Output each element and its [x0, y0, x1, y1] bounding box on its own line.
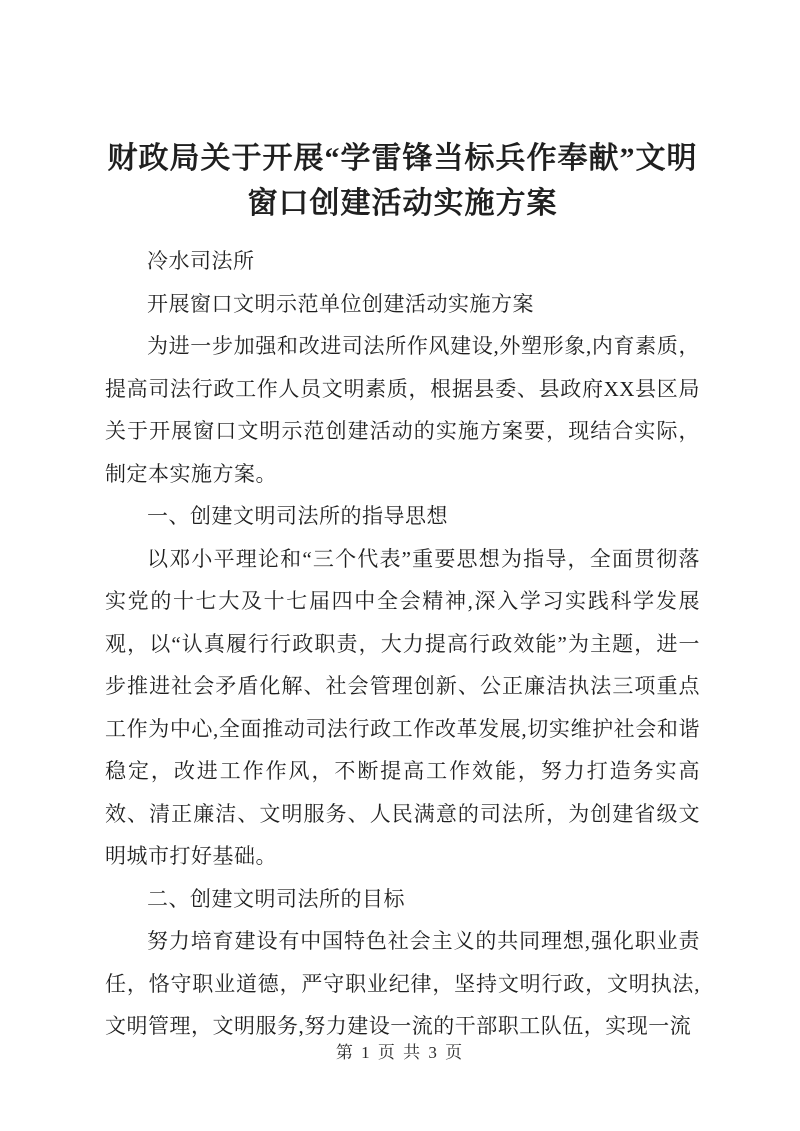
paragraph-guiding-ideology: 以邓小平理论和“三个代表”重要思想为指导，全面贯彻落实党的十七大及十七届四中全会精神,深入学习实践科学发展观，以“认真履行行政职责，大力提高行政效能”为主题，进一步推进社会矛盾化解、社会管理创新、公正廉洁执法三项重点工作为中心,全面推动司法行政工作改革发展,切实维护社会和谐稳定，改进工作作风，不断提高工作效能，努力打造务实高效、清正廉洁、文明服务、人民满意的司法所，为创建省级文明城市打好基础。: [105, 546, 700, 868]
section-heading-guiding-ideology: 一、创建文明司法所的指导思想: [147, 504, 448, 528]
document-title-line-2: 窗口创建活动实施方案: [247, 187, 558, 220]
document-title: [105, 136, 700, 226]
section-heading-goals: 二、创建文明司法所的目标: [147, 886, 405, 911]
paragraph-introduction: 为进一步加强和改进司法所作风建设,外塑形象,内育素质，提高司法行政工作人员文明素质，根据县委、县政府XX县区局关于开展窗口文明示范创建活动的实施方案要，现结合实际，制定本实施方案。: [105, 334, 700, 486]
document-title-line-1: 财政局关于开展“学雷锋当标兵作奉献”文明: [107, 142, 698, 175]
page-number-label: 第 1 页 共 3 页: [335, 1043, 465, 1062]
page-footer: [0, 1038, 800, 1063]
office-name-line: 冷水司法所: [147, 249, 255, 273]
paragraph-goals: 努力培育建设有中国特色社会主义的共同理想,强化职业责任，恪守职业道德，严守职业纪律，坚持文明行政，文明执法,文明管理，文明服务,努力建设一流的干部职工队伍，实现一流: [105, 929, 700, 1038]
document-subtitle-line: 开展窗口文明示范单位创建活动实施方案: [147, 291, 534, 316]
